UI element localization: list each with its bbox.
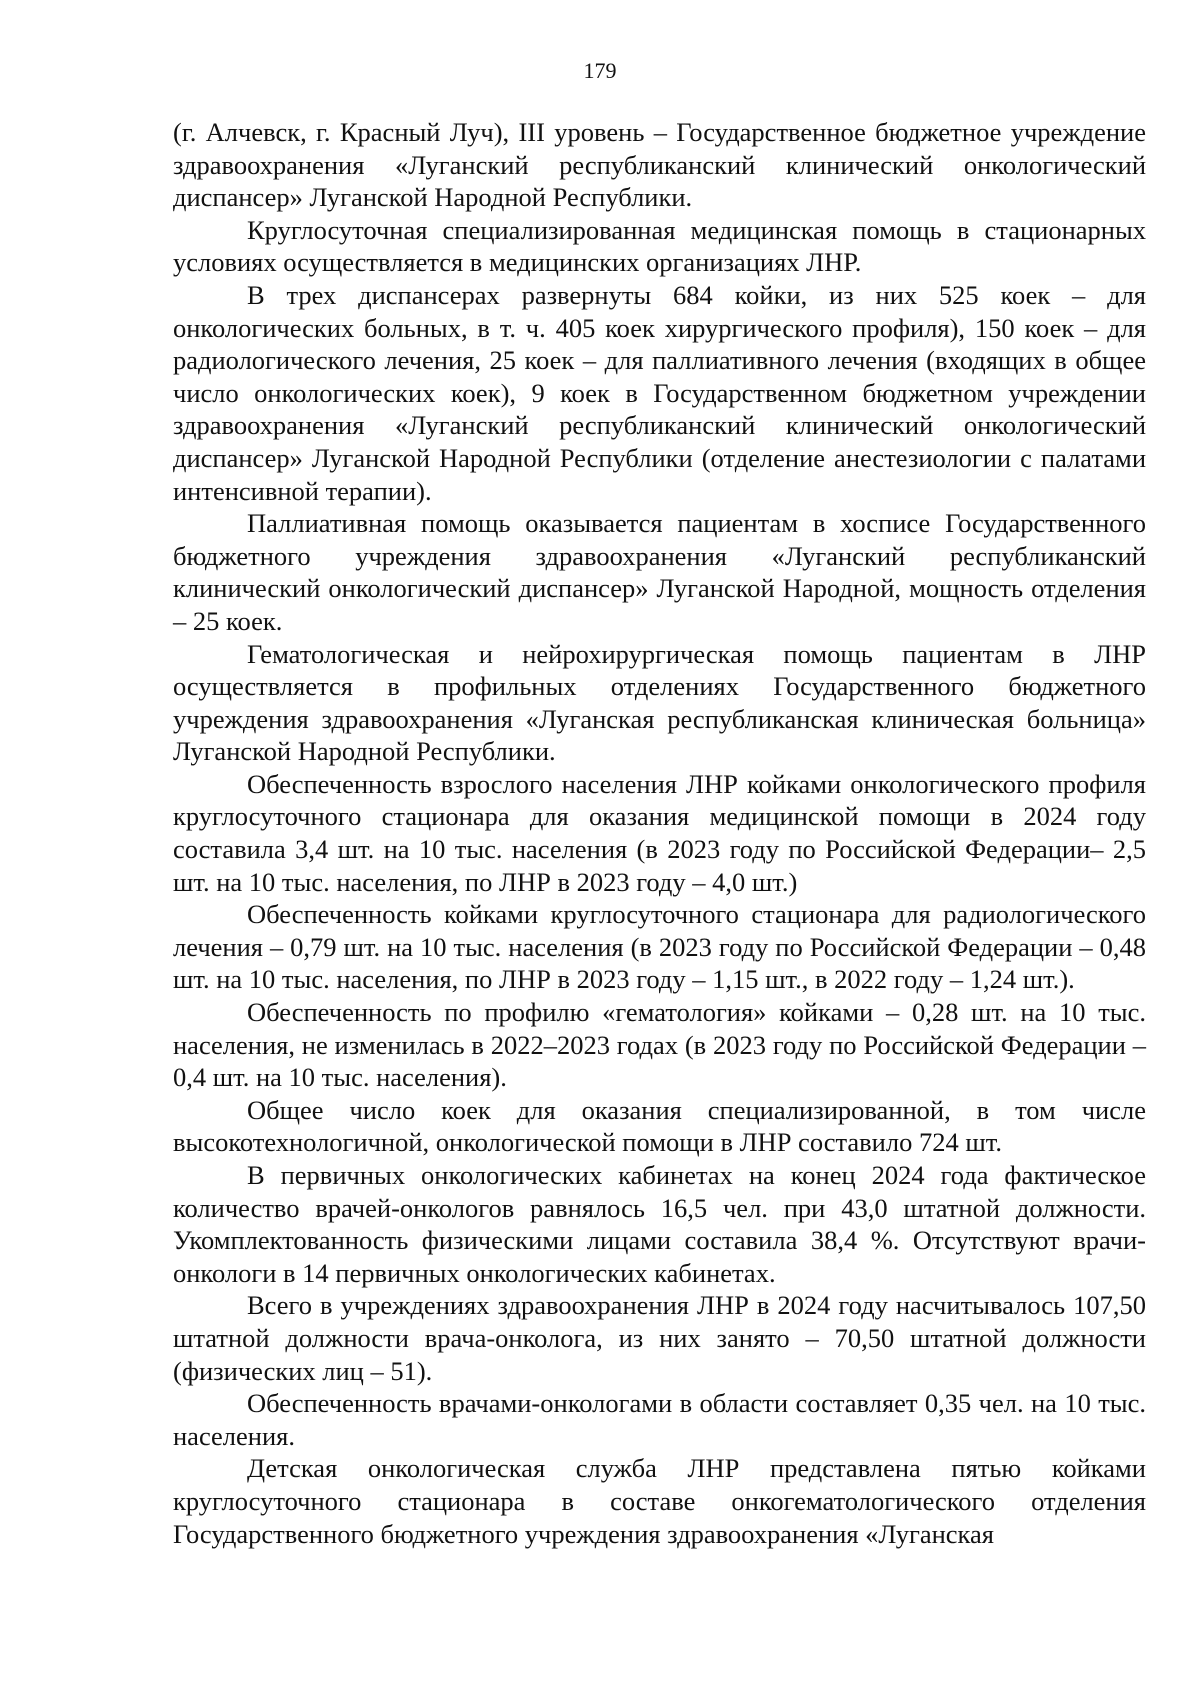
document-body	[173, 116, 1146, 1550]
page-number: 179	[583, 58, 617, 83]
paragraph-oncologist-provision: Обеспеченность врачами-онкологами в области составляет 0,35 чел. на 10 тыс. населения.	[173, 1388, 1146, 1451]
paragraph-bed-capacity: В трех диспансерах развернуты 684 койки, из них 525 коек – для онкологических больных, в т. ч. 405 коек хирургического профиля), 150 коек – для радиологического лечения, 25 коек – для паллиативного лечения (входящих в общее число онкологических коек), 9 коек в Государственном бюджетном учреждении здравоохранения «Луганский республиканский клинический онкологический диспансер» Луганской Народной Республики (отделение анестезиологии с палатами интенсивной терапии).	[173, 279, 1146, 506]
paragraph-oncology-bed-provision: Обеспеченность взрослого населения ЛНР койками онкологического профиля круглосуточного стационара для оказания медицинской помощи в 2024 году составила 3,4 шт. на 10 тыс. населения (в 2023 году по Российской Федерации– 2,5 шт. на 10 тыс. населения, по ЛНР в 2023 году – 4,0 шт.)	[173, 768, 1146, 897]
paragraph-pediatric-oncology: Детская онкологическая служба ЛНР представлена пятью койками круглосуточного стационара в составе онкогематологического отделения Государственного бюджетного учреждения здравоохранения «Луганская	[173, 1453, 1146, 1549]
paragraph-oncologist-positions: Всего в учреждениях здравоохранения ЛНР в 2024 году насчитывалось 107,50 штатной должности врача-онколога, из них занято – 70,50 штатной должности (физических лиц – 51).	[173, 1290, 1146, 1386]
paragraph-hematology-bed-provision: Обеспеченность по профилю «гематология» койками – 0,28 шт. на 10 тыс. населения, не изменилась в 2022–2023 годах (в 2023 году по Российской Федерации – 0,4 шт. на 10 тыс. населения).	[173, 997, 1146, 1093]
paragraph-inpatient-care: Круглосуточная специализированная медицинская помощь в стационарных условиях осуществляется в медицинских организациях ЛНР.	[173, 214, 1146, 278]
paragraph-palliative-care: Паллиативная помощь оказывается пациентам в хосписе Государственного бюджетного учреждения здравоохранения «Луганский республиканский клинический онкологический диспансер» Луганской Народной, мощность отделения – 25 коек.	[173, 508, 1146, 636]
paragraph-hematology-neurosurgery: Гематологическая и нейрохирургическая помощь пациентам в ЛНР осуществляется в профильных отделениях Государственного бюджетного учреждения здравоохранения «Луганская республиканская клиническая больница» Луганской Народной Республики.	[173, 638, 1146, 767]
paragraph-radiology-bed-provision: Обеспеченность койками круглосуточного стационара для радиологического лечения – 0,79 шт. на 10 тыс. населения (в 2023 году по Российской Федерации – 0,48 шт. на 10 тыс. населения, по ЛНР в 2023 году – 1,15 шт., в 2022 году – 1,24 шт.).	[173, 899, 1146, 995]
paragraph-total-beds: Общее число коек для оказания специализированной, в том числе высокотехнологичной, онкологической помощи в ЛНР составило 724 шт.	[173, 1094, 1146, 1158]
paragraph-primary-cabinets-staff: В первичных онкологических кабинетах на конец 2024 года фактическое количество врачей-онкологов равнялось 16,5 чел. при 43,0 штатной должности. Укомплектованность физическими лицами составила 38,4 %. Отсутствуют врачи-онкологи в 14 первичных онкологических кабинетах.	[173, 1160, 1146, 1288]
paragraph-continuation: (г. Алчевск, г. Красный Луч), III уровень – Государственное бюджетное учреждение здравоохранения «Луганский республиканский клинический онкологический диспансер» Луганской Народной Республики.	[173, 117, 1146, 213]
